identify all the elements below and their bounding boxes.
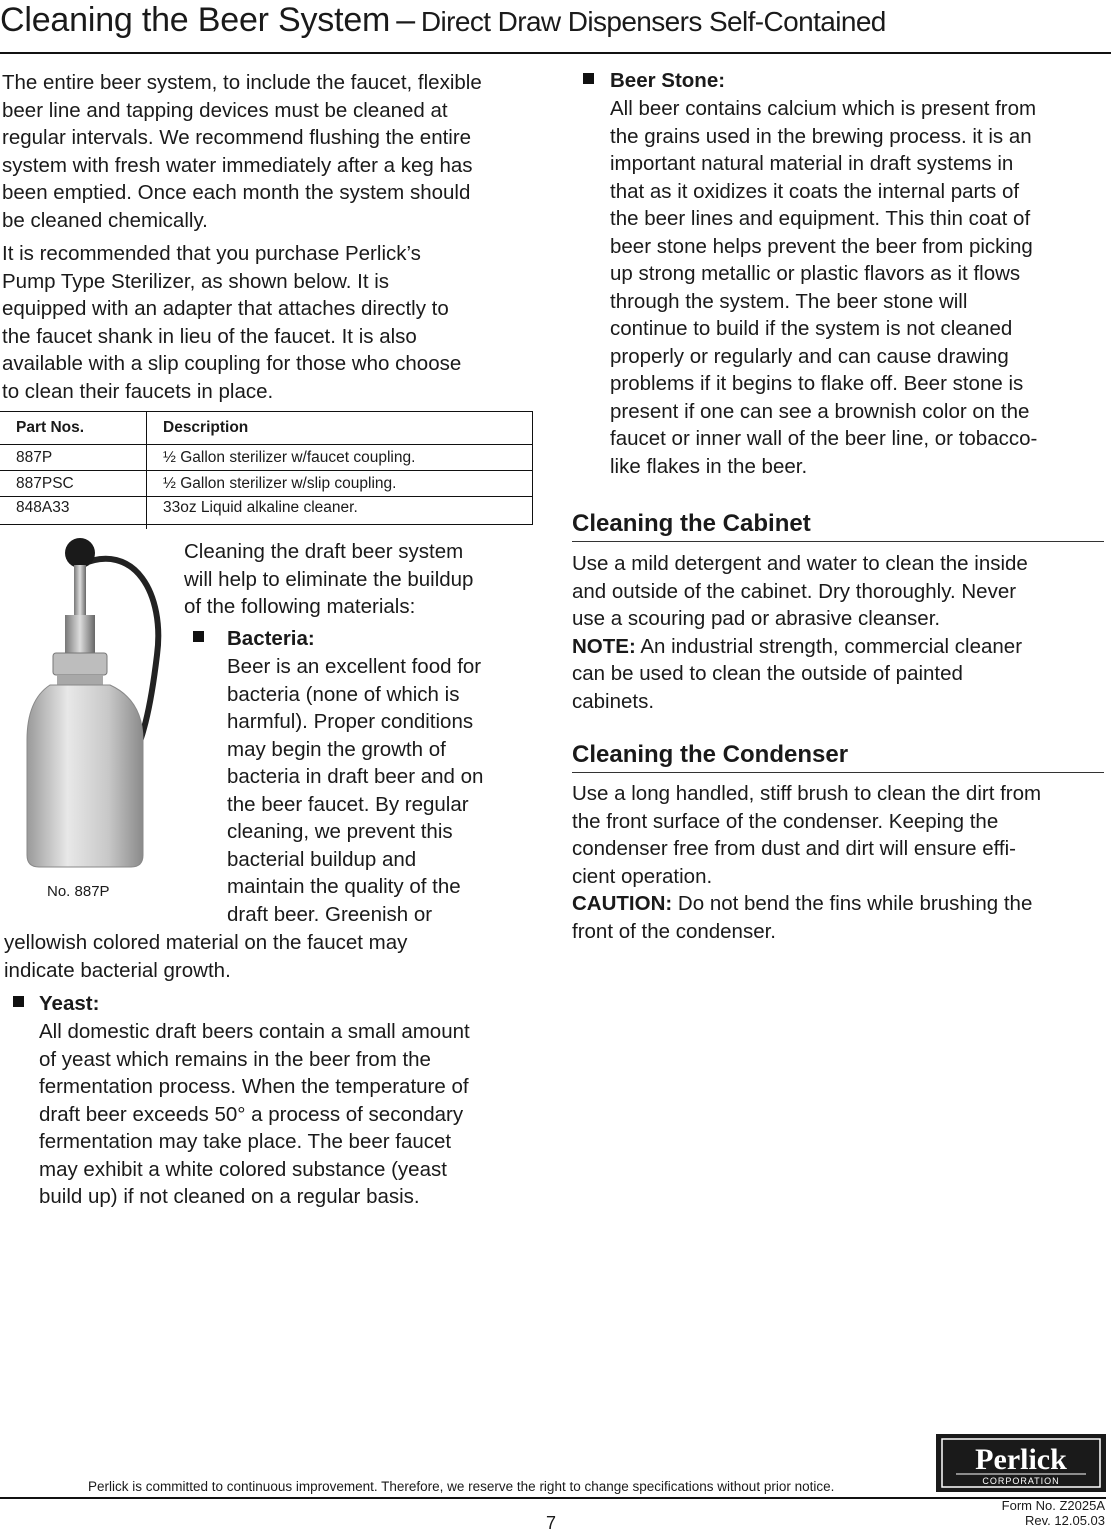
- draft-intro: [184, 538, 524, 621]
- text-line: harmful). Proper conditions: [227, 710, 474, 733]
- text-line: bacterial buildup and: [227, 847, 417, 871]
- beer-stone-text: [610, 95, 1105, 480]
- logo-subtitle: CORPORATION: [982, 1476, 1060, 1486]
- text-line: up strong metallic or plastic flavors as it flows: [610, 262, 1021, 285]
- text-line: equipped with an adapter that attaches directly to: [2, 297, 449, 320]
- page-title: [0, 0, 1111, 44]
- text-line: of the following materials:: [184, 595, 416, 618]
- form-info: [1002, 1498, 1105, 1528]
- title-dash: –: [396, 1, 415, 39]
- text-line: will help to eliminate the buildup: [184, 567, 474, 591]
- part-description: ½ Gallon sterilizer w/slip coupling.: [147, 471, 533, 497]
- cabinet-section-heading: Cleaning the Cabinet: [572, 509, 1104, 542]
- title-main: Cleaning the Beer System: [0, 1, 391, 39]
- text-line: the faucet shank in lieu of the faucet. It is also: [2, 324, 417, 348]
- text-line: system with fresh water immediately after a keg has: [2, 153, 473, 177]
- text-line: It is recommended that you purchase Perlick’s: [2, 242, 421, 265]
- text-line: the front surface of the condenser. Keeping the: [572, 809, 999, 833]
- title-subtitle: Direct Draw Dispensers Self-Contained: [420, 6, 886, 37]
- table-row: [0, 497, 532, 530]
- intro-paragraph-1: [2, 69, 532, 234]
- yeast-text: [39, 1018, 539, 1211]
- condenser-section-heading: Cleaning the Condenser: [572, 740, 1104, 773]
- text-line: the beer lines and equipment. This thin coat of: [610, 207, 1031, 230]
- text-line: bacteria (none of which is: [227, 682, 460, 706]
- text-line: All domestic draft beers contain a small amount: [39, 1020, 470, 1043]
- cabinet-text: [572, 550, 1107, 715]
- text-line: Beer is an excellent food for: [227, 655, 482, 678]
- bullet-square: [13, 996, 24, 1007]
- text-line: the grains used in the brewing process. it is an: [610, 124, 1032, 148]
- bullet-square: [193, 631, 204, 642]
- text-line: through the system. The beer stone will: [610, 289, 968, 313]
- table-row: [0, 471, 532, 497]
- text-line: maintain the quality of the: [227, 875, 461, 898]
- caution-text: Do not bend the fins while brushing the: [672, 892, 1033, 915]
- text-line: draft beer. Greenish or: [227, 902, 433, 926]
- text-line: All beer contains calcium which is present from: [610, 97, 1037, 120]
- part-number: 887PSC: [0, 471, 147, 497]
- text-line: front of the condenser.: [572, 919, 776, 943]
- text-line: regular intervals. We recommend flushing the entire: [2, 126, 472, 149]
- table-header: Part Nos.: [0, 412, 147, 445]
- text-line: fermentation may take place. The beer faucet: [39, 1130, 452, 1153]
- page-number: 7: [546, 1513, 557, 1533]
- yeast-heading: Yeast:: [39, 992, 100, 1015]
- note-label: NOTE:: [572, 634, 636, 658]
- text-line: cleaning, we prevent this: [227, 820, 453, 843]
- text-line: may exhibit a white colored substance (yeast: [39, 1157, 447, 1181]
- text-line: indicate bacterial growth.: [4, 958, 231, 982]
- footer-notice: Perlick is committed to continuous improvement. Therefore, we reserve the right to change specifications without prior notice.: [88, 1479, 835, 1494]
- beer-stone-heading: Beer Stone:: [610, 69, 726, 92]
- text-line: to clean their faucets in place.: [2, 379, 274, 403]
- text-line: condenser free from dust and dirt will ensure effi-: [572, 837, 1017, 860]
- form-number: Form No. Z2025A: [1001, 1498, 1105, 1513]
- bullet-square: [583, 73, 594, 84]
- text-line: may begin the growth of: [227, 737, 446, 761]
- intro-paragraph-2: [2, 240, 532, 405]
- text-line: Use a mild detergent and water to clean the inside: [572, 552, 1028, 575]
- footer-rule: [0, 1497, 1106, 1499]
- text-line: can be used to clean the outside of painted: [572, 662, 963, 685]
- text-line: bacteria in draft beer and on: [227, 765, 484, 788]
- note-line: [572, 633, 1107, 661]
- text-line: continue to build if the system is not cleaned: [610, 317, 1013, 340]
- text-line: of yeast which remains in the beer from the: [39, 1047, 431, 1071]
- text-line: problems if it begins to flake off. Beer stone is: [610, 372, 1024, 395]
- perlick-logo: [936, 1434, 1106, 1492]
- text-line: the beer faucet. By regular: [227, 792, 469, 816]
- text-line: like flakes in the beer.: [610, 454, 808, 478]
- sterilizer-illustration: [25, 535, 175, 875]
- text-line: cient operation.: [572, 864, 713, 888]
- table-header: Description: [147, 412, 533, 445]
- text-line: present if one can see a brownish color on the: [610, 399, 1030, 423]
- text-line: beer stone helps prevent the beer from picking: [610, 234, 1033, 258]
- note-text: An industrial strength, commercial cleaner: [635, 634, 1023, 658]
- text-line: Use a long handled, stiff brush to clean the dirt from: [572, 782, 1042, 805]
- text-line: Pump Type Sterilizer, as shown below. It is: [2, 269, 390, 293]
- text-line: beer line and tapping devices must be cleaned at: [2, 98, 448, 122]
- caution-label: CAUTION:: [572, 892, 673, 915]
- text-line: that as it oxidizes it coats the internal parts of: [610, 179, 1020, 203]
- table-row: [0, 445, 532, 471]
- text-line: properly or regularly and can cause drawing: [610, 344, 1009, 368]
- text-line: and outside of the cabinet. Dry thoroughly. Never: [572, 579, 1017, 603]
- logo-name: Perlick: [975, 1443, 1067, 1476]
- revision: Rev. 12.05.03: [1025, 1513, 1105, 1528]
- bacteria-text-continued: [4, 929, 534, 984]
- text-line: The entire beer system, to include the faucet, flexible: [2, 71, 482, 94]
- caution-line: [572, 890, 1107, 918]
- figure-caption: No. 887P: [47, 883, 110, 900]
- text-line: faucet or inner wall of the beer line, or tobacco-: [610, 427, 1038, 450]
- parts-table: [0, 411, 533, 525]
- text-line: be cleaned chemically.: [2, 208, 208, 232]
- condenser-text: [572, 780, 1107, 945]
- text-line: important natural material in draft systems in: [610, 152, 1014, 175]
- part-description: 33oz Liquid alkaline cleaner.: [147, 497, 533, 530]
- text-line: cabinets.: [572, 689, 655, 713]
- text-line: build up) if not cleaned on a regular basis.: [39, 1185, 420, 1208]
- text-line: use a scouring pad or abrasive cleanser.: [572, 607, 941, 630]
- text-line: Cleaning the draft beer system: [184, 540, 464, 563]
- bacteria-heading: Bacteria:: [227, 627, 315, 650]
- title-rule: [0, 52, 1111, 54]
- text-line: available with a slip coupling for those who choose: [2, 352, 462, 375]
- text-line: fermentation process. When the temperature of: [39, 1075, 469, 1098]
- part-description: ½ Gallon sterilizer w/faucet coupling.: [147, 445, 533, 471]
- part-number: 848A33: [16, 499, 70, 516]
- bacteria-text: [227, 653, 537, 928]
- text-line: draft beer exceeds 50° a process of secondary: [39, 1102, 464, 1126]
- text-line: been emptied. Once each month the system should: [2, 181, 471, 204]
- text-line: yellowish colored material on the faucet may: [4, 931, 408, 954]
- part-number: 887P: [0, 445, 147, 471]
- table-header-row: [0, 412, 532, 445]
